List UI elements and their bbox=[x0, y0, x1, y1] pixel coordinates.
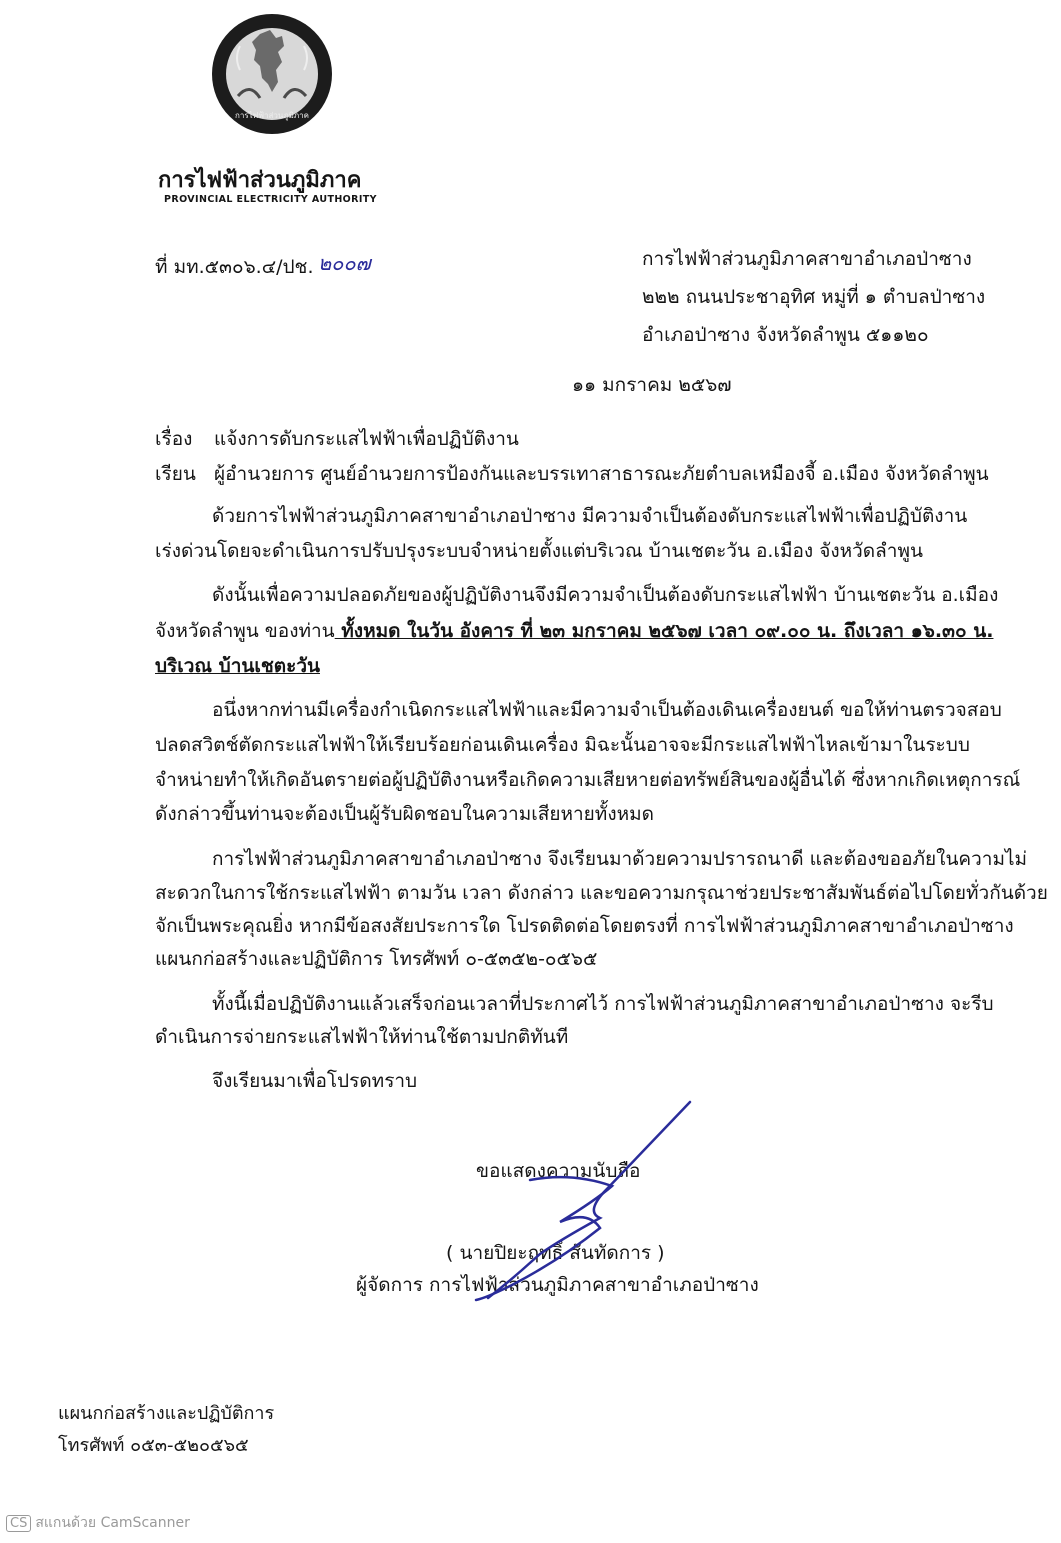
letter-date: ๑๑ มกราคม ๒๕๖๗ bbox=[572, 374, 732, 396]
signatory-name: ( นายปิยะฤทธิ์ สันทัดการ ) bbox=[446, 1242, 665, 1264]
body-paragraph-2-line: ดังนั้นเพื่อความปลอดภัยของผู้ปฏิบัติงานจึงมีความจำเป็นต้องดับกระแสไฟฟ้า บ้านเชตะวัน อ.เมือง bbox=[212, 584, 999, 606]
body-paragraph-3-line: อนึ่งหากท่านมีเครื่องกำเนิดกระแสไฟฟ้าและมีความจำเป็นต้องเดินเครื่องยนต์ ขอให้ท่านตรวจสอบ bbox=[212, 699, 1002, 721]
body-paragraph-4-line: สะดวกในการใช้กระแสไฟฟ้า ตามวัน เวลา ดังกล่าว และขอความกรุณาช่วยประชาสัมพันธ์ต่อไปโดยทั่วกันด้วย bbox=[155, 882, 1048, 904]
reference-handwritten-number: ๒๐๐๗ bbox=[318, 251, 371, 275]
body-paragraph-3-line: จำหน่ายทำให้เกิดอันตรายต่อผู้ปฏิบัติงานหรือเกิดความเสียหายต่อทรัพย์สินของผู้อื่นได้ ซึ่งหากเกิดเหตุการณ์ bbox=[155, 769, 1021, 791]
outage-schedule-underlined: ทั้งหมด ในวัน อังคาร ที่ ๒๓ มกราคม ๒๕๖๗ เวลา ๐๙.๐๐ น. ถึงเวลา ๑๖.๓๐ น. bbox=[334, 620, 994, 642]
recipient-text: ผู้อำนวยการ ศูนย์อำนวยการป้องกันและบรรเทาสาธารณะภัยตำบลเหมืองจี้ อ.เมือง จังหวัดลำพูน bbox=[214, 463, 989, 485]
body-paragraph-2-plain: จังหวัดลำพูน ของท่าน bbox=[155, 620, 335, 642]
body-paragraph-5-line: ดำเนินการจ่ายกระแสไฟฟ้าให้ท่านใช้ตามปกติทันที bbox=[155, 1026, 569, 1048]
signatory-position: ผู้จัดการ การไฟฟ้าส่วนภูมิภาคสาขาอำเภอป่าซาง bbox=[356, 1274, 759, 1296]
outage-area-underlined: บริเวณ บ้านเชตะวัน bbox=[155, 655, 320, 677]
recipient-label: เรียน bbox=[155, 463, 196, 485]
body-paragraph-1-line: เร่งด่วนโดยจะดำเนินการปรับปรุงระบบจำหน่ายตั้งแต่บริเวณ บ้านเชตะวัน อ.เมือง จังหวัดลำพูน bbox=[155, 540, 923, 562]
closing-request: จึงเรียนมาเพื่อโปรดทราบ bbox=[212, 1070, 418, 1092]
sender-address-line-1: การไฟฟ้าส่วนภูมิภาคสาขาอำเภอป่าซาง bbox=[642, 248, 972, 270]
sender-address-line-2: ๒๒๒ ถนนประชาอุทิศ หมู่ที่ ๑ ตำบลป่าซาง bbox=[642, 286, 986, 308]
footer-department: แผนกก่อสร้างและปฏิบัติการ bbox=[58, 1403, 275, 1424]
body-paragraph-3-line: ดังกล่าวขึ้นท่านจะต้องเป็นผู้รับผิดชอบในความเสียหายทั้งหมด bbox=[155, 803, 654, 825]
footer-phone: โทรศัพท์ ๐๕๓-๕๒๐๕๖๕ bbox=[58, 1435, 249, 1456]
sender-address-line-3: อำเภอป่าซาง จังหวัดลำพูน ๕๑๑๒๐ bbox=[642, 324, 929, 346]
body-paragraph-4-line: การไฟฟ้าส่วนภูมิภาคสาขาอำเภอป่าซาง จึงเรียนมาด้วยความปรารถนาดี และต้องขออภัยในความไม่ bbox=[212, 848, 1028, 870]
subject-text: แจ้งการดับกระแสไฟฟ้าเพื่อปฏิบัติงาน bbox=[214, 428, 519, 450]
subject-label: เรื่อง bbox=[155, 428, 193, 450]
camscanner-badge-icon: CS bbox=[6, 1515, 31, 1532]
reference-number-label: ที่ มท.๕๓๐๖.๔/ปช. bbox=[155, 256, 314, 278]
body-paragraph-4-line: จักเป็นพระคุณยิ่ง หากมีข้อสงสัยประการใด โปรดติดต่อโดยตรงที่ การไฟฟ้าส่วนภูมิภาคสาขาอำเภอป่าซาง bbox=[155, 915, 1014, 937]
signature-closing: ขอแสดงความนับถือ bbox=[476, 1160, 641, 1182]
body-paragraph-1-line: ด้วยการไฟฟ้าส่วนภูมิภาคสาขาอำเภอป่าซาง มีความจำเป็นต้องดับกระแสไฟฟ้าเพื่อปฏิบัติงาน bbox=[212, 505, 968, 527]
body-paragraph-2-line bbox=[155, 653, 320, 679]
body-paragraph-2-line bbox=[155, 618, 993, 644]
org-name-english: PROVINCIAL ELECTRICITY AUTHORITY bbox=[164, 194, 377, 205]
body-paragraph-4-line: แผนกก่อสร้างและปฏิบัติการ โทรศัพท์ ๐-๕๓๕๒-๐๕๖๕ bbox=[155, 948, 598, 970]
svg-text:การไฟฟ้าส่วนภูมิภาค: การไฟฟ้าส่วนภูมิภาค bbox=[235, 111, 309, 120]
body-paragraph-5-line: ทั้งนี้เมื่อปฏิบัติงานแล้วเสร็จก่อนเวลาที่ประกาศไว้ การไฟฟ้าส่วนภูมิภาคสาขาอำเภอป่าซาง จะรีบ bbox=[212, 993, 994, 1015]
camscanner-watermark bbox=[6, 1512, 190, 1534]
org-name-thai: การไฟฟ้าส่วนภูมิภาค bbox=[158, 168, 362, 193]
camscanner-text: สแกนด้วย CamScanner bbox=[35, 1515, 190, 1531]
body-paragraph-3-line: ปลดสวิตช์ตัดกระแสไฟฟ้าให้เรียบร้อยก่อนเดินเครื่อง มิฉะนั้นอาจจะมีกระแสไฟฟ้าไหลเข้ามาในระบบ bbox=[155, 734, 970, 756]
pea-logo-seal bbox=[210, 12, 334, 136]
